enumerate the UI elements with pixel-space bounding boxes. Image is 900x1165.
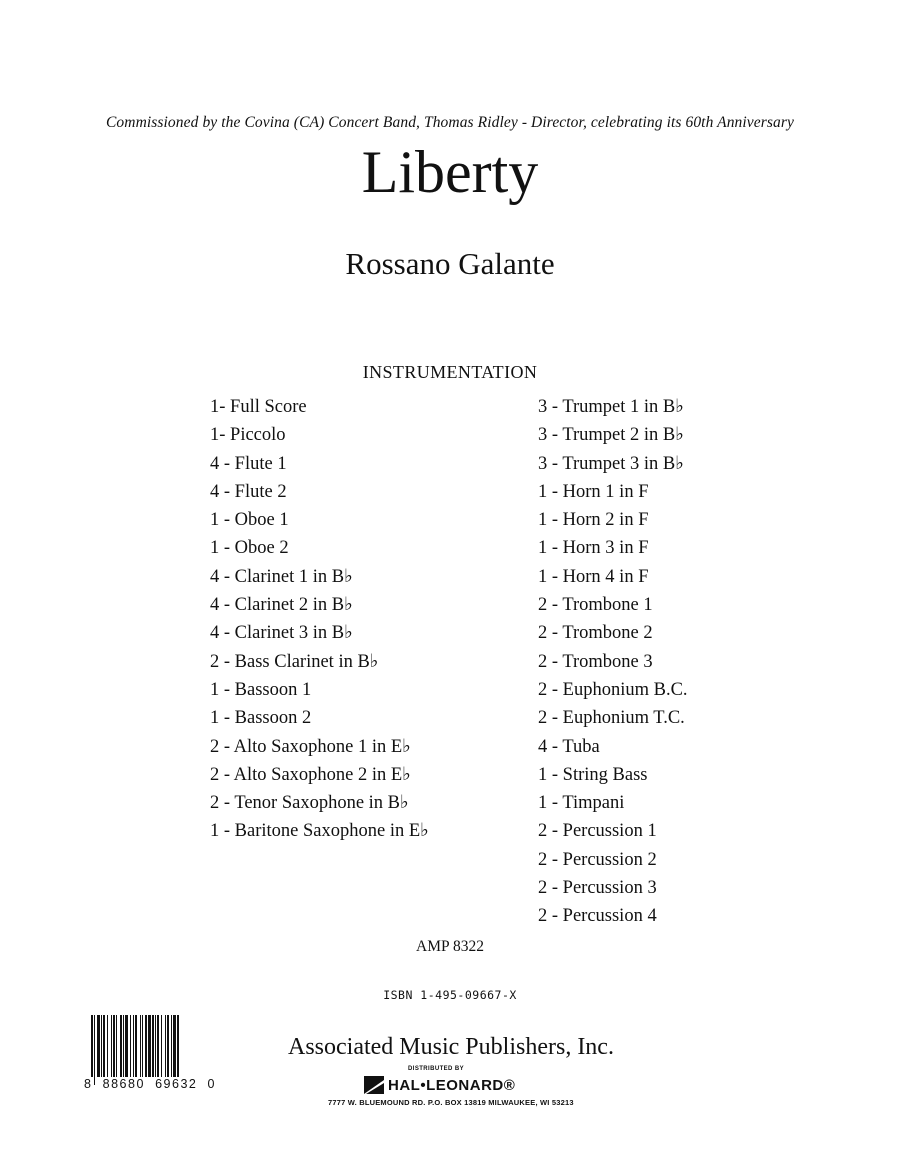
hal-leonard-mark-icon [364,1076,384,1094]
barcode-bar [91,1015,93,1085]
instrument-item: 1 - Baritone Saxophone in E♭ [210,821,429,842]
instrument-item: 2 - Trombone 1 [538,595,653,616]
barcode-group-1: 88680 [102,1077,145,1091]
barcode-group-2: 69632 [155,1077,198,1091]
barcode-bar [155,1015,156,1077]
barcode [84,1015,216,1095]
barcode-bar [171,1015,172,1077]
instrument-item: 3 - Trumpet 1 in B♭ [538,397,684,417]
barcode-bars [89,1015,211,1085]
page-title: Liberty [361,139,539,205]
barcode-bar [133,1015,134,1077]
catalog-number: AMP 8322 [416,938,484,955]
barcode-bar [142,1015,143,1077]
instrument-item: 2 - Percussion 4 [538,906,657,927]
instrument-item: 4 - Tuba [538,736,600,757]
barcode-bar [111,1015,112,1077]
instrument-item: 1 - Bassoon 1 [210,679,312,700]
barcode-bar [161,1015,162,1077]
instrument-item: 2 - Tenor Saxophone in B♭ [210,793,409,814]
instrument-item: 2 - Alto Saxophone 2 in E♭ [210,764,411,785]
barcode-bar [165,1015,166,1077]
instrument-item: 1 - Horn 2 in F [538,510,649,531]
barcode-bar [97,1015,100,1077]
instrument-item: 2 - Percussion 3 [538,878,657,899]
instrument-item: 2 - Bass Clarinet in B♭ [210,651,379,672]
instrument-item: 1 - Horn 1 in F [538,481,649,502]
instrument-item: 1- Full Score [210,397,307,417]
instrument-item: 2 - Percussion 2 [538,849,657,870]
barcode-bar [123,1015,124,1077]
barcode-bar [148,1015,151,1077]
instrument-item: 1 - Horn 4 in F [538,566,649,587]
barcode-bar [145,1015,147,1077]
barcode-bar [130,1015,131,1077]
instrument-item: 1 - Timpani [538,793,625,814]
barcode-tail-digit: 0 [207,1077,216,1091]
instrumentation-heading: INSTRUMENTATION [362,362,538,382]
commission-note: Commissioned by the Covina (CA) Concert Band, Thomas Ridley - Director, celebrating its 60th Anniversary [105,114,794,131]
instrument-item: 1 - Oboe 2 [210,538,289,559]
barcode-lead-digit: 8 [84,1077,93,1091]
publisher-name: Associated Music Publishers, Inc. [288,1034,614,1060]
hal-leonard-logo [364,1074,515,1096]
barcode-bar [101,1015,102,1077]
instrument-item: 3 - Trumpet 2 in B♭ [538,425,684,446]
instrument-item: 2 - Trombone 3 [538,651,653,672]
instrument-item: 1 - Horn 3 in F [538,538,649,559]
barcode-bar [107,1015,108,1077]
instrument-item: 3 - Trumpet 3 in B♭ [538,453,684,474]
distributor-address: 7777 W. BLUEMOUND RD. P.O. BOX 13819 MILWAUKEE, WI 53213 [328,1098,574,1107]
barcode-bar [116,1015,117,1077]
instrument-item: 2 - Trombone 2 [538,623,653,644]
instrument-list-left [210,393,540,846]
instrument-item: 4 - Clarinet 2 in B♭ [210,595,353,616]
instrument-item: 1 - Bassoon 2 [210,708,312,729]
barcode-bar [167,1015,169,1077]
instrument-item: 2 - Euphonium T.C. [538,708,685,729]
barcode-bar [120,1015,122,1077]
barcode-bar [152,1015,154,1077]
instrument-item: 4 - Flute 2 [210,481,287,502]
instrument-item: 4 - Flute 1 [210,453,287,474]
instrument-item: 2 - Euphonium B.C. [538,679,688,700]
distributor-name: HAL•LEONARD® [388,1076,516,1094]
barcode-bar [177,1015,179,1085]
barcode-bar [103,1015,105,1077]
instrument-item: 4 - Clarinet 3 in B♭ [210,623,353,644]
barcode-bar [140,1015,141,1077]
barcode-bar [173,1015,176,1077]
barcode-bar [157,1015,159,1077]
instrument-item: 2 - Percussion 1 [538,821,657,842]
instrument-item: 1 - Oboe 1 [210,510,289,531]
composer-name: Rossano Galante [345,246,555,281]
barcode-digits [83,1077,217,1091]
barcode-bar [94,1015,95,1085]
barcode-bar [125,1015,128,1077]
isbn-number: ISBN 1-495-09667-X [383,988,517,1002]
barcode-bar [113,1015,115,1077]
instrument-list-right [538,393,868,931]
distributed-by-label: DISTRIBUTED BY [408,1066,464,1072]
instrument-item: 2 - Alto Saxophone 1 in E♭ [210,736,411,757]
barcode-bar [135,1015,137,1085]
instrument-item: 4 - Clarinet 1 in B♭ [210,566,353,587]
instrument-item: 1 - String Bass [538,764,648,785]
instrument-item: 1- Piccolo [210,425,286,446]
